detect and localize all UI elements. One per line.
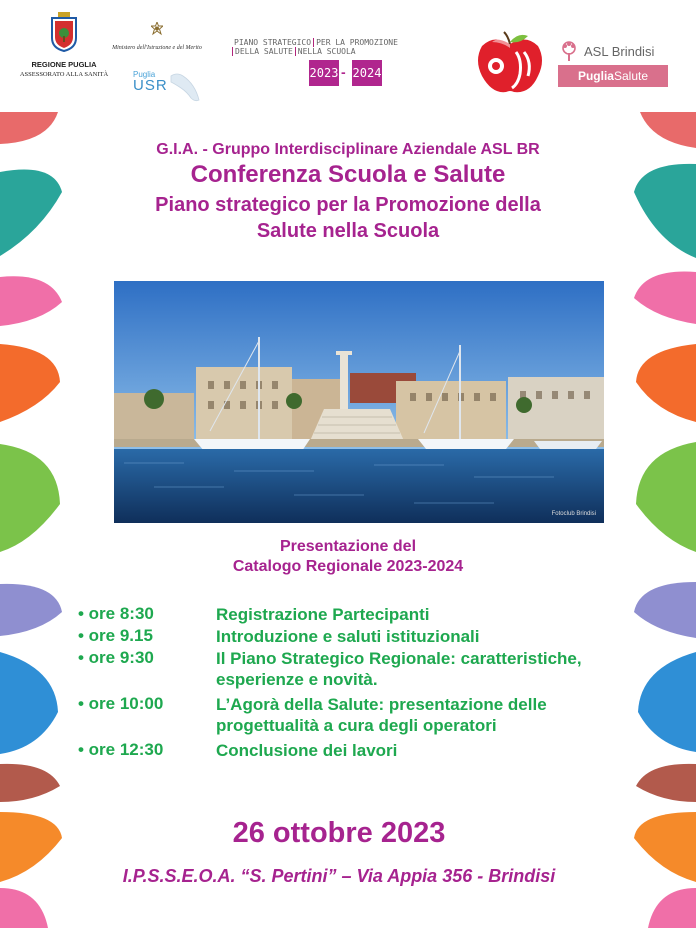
tree-icon	[558, 40, 580, 62]
ministero-text: Ministero dell'Istruzione e del Merito	[112, 45, 202, 51]
harbor-illustration	[114, 281, 604, 523]
event-venue: I.P.S.S.E.O.A. “S. Pertini” – Via Appia 356 - Brindisi	[122, 866, 556, 886]
plan-strip	[232, 38, 462, 56]
usr-label: USR	[133, 77, 168, 94]
program-time: • ore 12:30	[78, 740, 164, 759]
puglia-salute-bold: Puglia	[577, 69, 614, 83]
plan-title-line2: Salute nella Scuola	[256, 220, 440, 242]
program-time: • ore 10:00	[78, 694, 164, 713]
program-desc: L’Agorà della Salute: presentazione delle progettualità a cura degli operatori	[216, 695, 547, 735]
regione-sub: ASSESSORATO ALLA SANITÀ	[19, 71, 109, 78]
program-desc: Il Piano Strategico Regionale: caratteristiche, esperienze e novità.	[216, 649, 582, 689]
regione-puglia-crest-icon	[49, 12, 79, 52]
program-row	[78, 604, 638, 626]
usr-puglia: Puglia	[133, 70, 156, 79]
program-desc: Registrazione Partecipanti	[216, 605, 430, 624]
puglia-salute-band	[558, 65, 668, 87]
header	[0, 0, 696, 112]
program-row	[78, 626, 638, 648]
plan-strip-item: PER LA PROMOZIONE	[313, 38, 400, 47]
event-date: 26 ottobre 2023	[232, 817, 446, 849]
gia-heading: G.I.A. - Gruppo Interdisciplinare Aziendale ASL BR	[156, 141, 540, 158]
presentation-line2: Catalogo Regionale 2023-2024	[232, 558, 464, 575]
puglia-map-icon	[169, 70, 201, 106]
regione-name: REGIONE PUGLIA	[31, 60, 97, 69]
usr-logo	[133, 70, 203, 106]
right-decorative-leaves	[632, 112, 696, 928]
title-block	[64, 140, 632, 244]
puglia-salute-rest: Salute	[613, 69, 649, 83]
brindisi-harbor-photo	[114, 281, 604, 523]
ministero-logo	[112, 22, 202, 51]
program-row	[78, 740, 638, 762]
conference-title: Conferenza Scuola e Salute	[190, 161, 506, 188]
apple-logo-icon	[474, 30, 546, 98]
program-list	[78, 604, 638, 762]
plan-strip-item: PIANO STRATEGICO	[234, 38, 312, 47]
plan-strip-item: DELLA SALUTE	[232, 47, 295, 56]
year-start-badge: 2023	[309, 60, 339, 86]
program-desc: Conclusione dei lavori	[216, 741, 398, 760]
year-end-badge: 2024	[352, 60, 382, 86]
italian-republic-emblem-icon	[151, 22, 163, 36]
plan-title-line1: Piano strategico per la Promozione della	[155, 194, 541, 216]
poster-body	[0, 112, 696, 928]
presentation-line1: Presentazione del	[279, 538, 417, 555]
presentation-heading	[64, 537, 632, 577]
program-row	[78, 694, 638, 740]
program-desc: Introduzione e saluti istituzionali	[216, 627, 480, 646]
program-time: • ore 9.15	[78, 626, 153, 645]
regione-puglia-logo	[14, 12, 114, 78]
asl-brindisi-logo	[558, 40, 668, 87]
year-separator: -	[341, 64, 346, 80]
plan-strip-item: NELLA SCUOLA	[295, 47, 358, 56]
photo-credit: Fotoclub Brindisi	[551, 511, 596, 517]
program-time: • ore 8:30	[78, 604, 154, 623]
asl-title: ASL Brindisi	[584, 43, 655, 59]
left-decorative-leaves	[0, 112, 64, 928]
program-time: • ore 9:30	[78, 648, 154, 667]
program-row	[78, 648, 638, 694]
